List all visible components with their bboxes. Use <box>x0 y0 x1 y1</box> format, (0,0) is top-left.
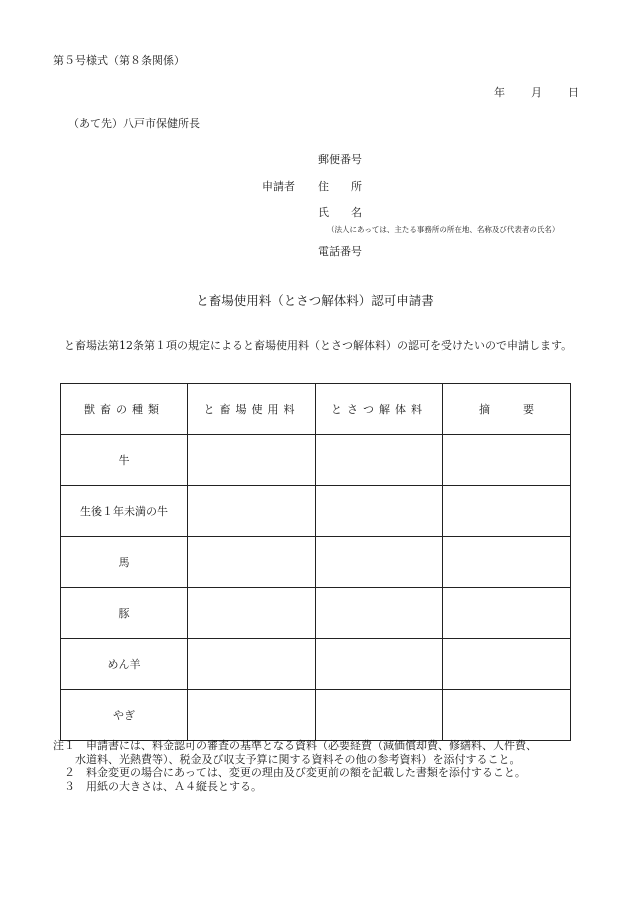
animal-type-cell: やぎ <box>61 690 188 741</box>
date-line <box>494 84 579 100</box>
header-slaughter-dismantling-fee: とさつ解体料 <box>316 384 443 435</box>
table-row <box>61 486 571 537</box>
form-number: 第５号様式（第８条関係） <box>53 54 185 67</box>
slaughter-dismantling-fee-cell[interactable] <box>316 639 443 690</box>
header-remarks: 摘 要 <box>443 384 571 435</box>
note-line: 水道料、光熱費等）、税金及び収支予算に関する資料その他の参考資料）を添付すること。 <box>53 752 521 766</box>
slaughter-dismantling-fee-cell[interactable] <box>316 435 443 486</box>
slaughterhouse-fee-cell[interactable] <box>188 537 316 588</box>
slaughterhouse-fee-cell[interactable] <box>188 486 316 537</box>
animal-type-cell: 馬 <box>61 537 188 588</box>
note-line: ２ 料金変更の場合にあっては、変更の理由及び変更前の額を記載した書類を添付すること。 <box>53 766 526 779</box>
table-row <box>61 588 571 639</box>
addressee: （あて先）八戸市保健所長 <box>68 117 200 130</box>
table-row <box>61 435 571 486</box>
remarks-cell[interactable] <box>443 486 571 537</box>
phone-label: 電話番号 <box>318 245 362 258</box>
document-title: と畜場使用料（とさつ解体料）認可申請書 <box>196 293 434 308</box>
slaughterhouse-fee-cell[interactable] <box>188 639 316 690</box>
animal-type-cell: 生後１年未満の牛 <box>61 486 188 537</box>
table-row <box>61 639 571 690</box>
date-month: 月 <box>531 86 542 99</box>
name-label: 氏 名 <box>318 206 362 219</box>
postal-code-label: 郵便番号 <box>318 153 362 166</box>
table-row <box>61 537 571 588</box>
slaughter-dismantling-fee-cell[interactable] <box>316 690 443 741</box>
table-row <box>61 690 571 741</box>
fee-table <box>60 383 571 741</box>
slaughter-dismantling-fee-cell[interactable] <box>316 537 443 588</box>
remarks-cell[interactable] <box>443 537 571 588</box>
slaughter-dismantling-fee-cell[interactable] <box>316 486 443 537</box>
remarks-cell[interactable] <box>443 690 571 741</box>
slaughterhouse-fee-cell[interactable] <box>188 690 316 741</box>
notes <box>53 739 537 793</box>
table-header-row <box>61 384 571 435</box>
slaughterhouse-fee-cell[interactable] <box>188 435 316 486</box>
header-slaughterhouse-fee: と畜場使用料 <box>188 384 316 435</box>
application-statement: と畜場法第12条第１項の規定によると畜場使用料（とさつ解体料）の認可を受けたいので申請します。 <box>64 339 573 352</box>
address-label: 住 所 <box>318 180 362 193</box>
animal-type-cell: 牛 <box>61 435 188 486</box>
header-animal-type: 獣畜の種類 <box>61 384 188 435</box>
date-day: 日 <box>568 86 579 99</box>
name-note: （法人にあっては、主たる事務所の所在地、名称及び代表者の氏名） <box>327 225 560 234</box>
animal-type-cell: めん羊 <box>61 639 188 690</box>
animal-type-cell: 豚 <box>61 588 188 639</box>
remarks-cell[interactable] <box>443 639 571 690</box>
applicant-label: 申請者 <box>262 180 295 193</box>
note-line: 注１ 申請書には、料金認可の審査の基準となる資料（必要経費（減価償却費、修繕料、人件費、 <box>53 739 537 752</box>
date-year: 年 <box>494 86 505 99</box>
slaughter-dismantling-fee-cell[interactable] <box>316 588 443 639</box>
slaughterhouse-fee-cell[interactable] <box>188 588 316 639</box>
note-line: ３ 用紙の大きさは、Ａ４縦長とする。 <box>53 779 262 793</box>
remarks-cell[interactable] <box>443 588 571 639</box>
remarks-cell[interactable] <box>443 435 571 486</box>
